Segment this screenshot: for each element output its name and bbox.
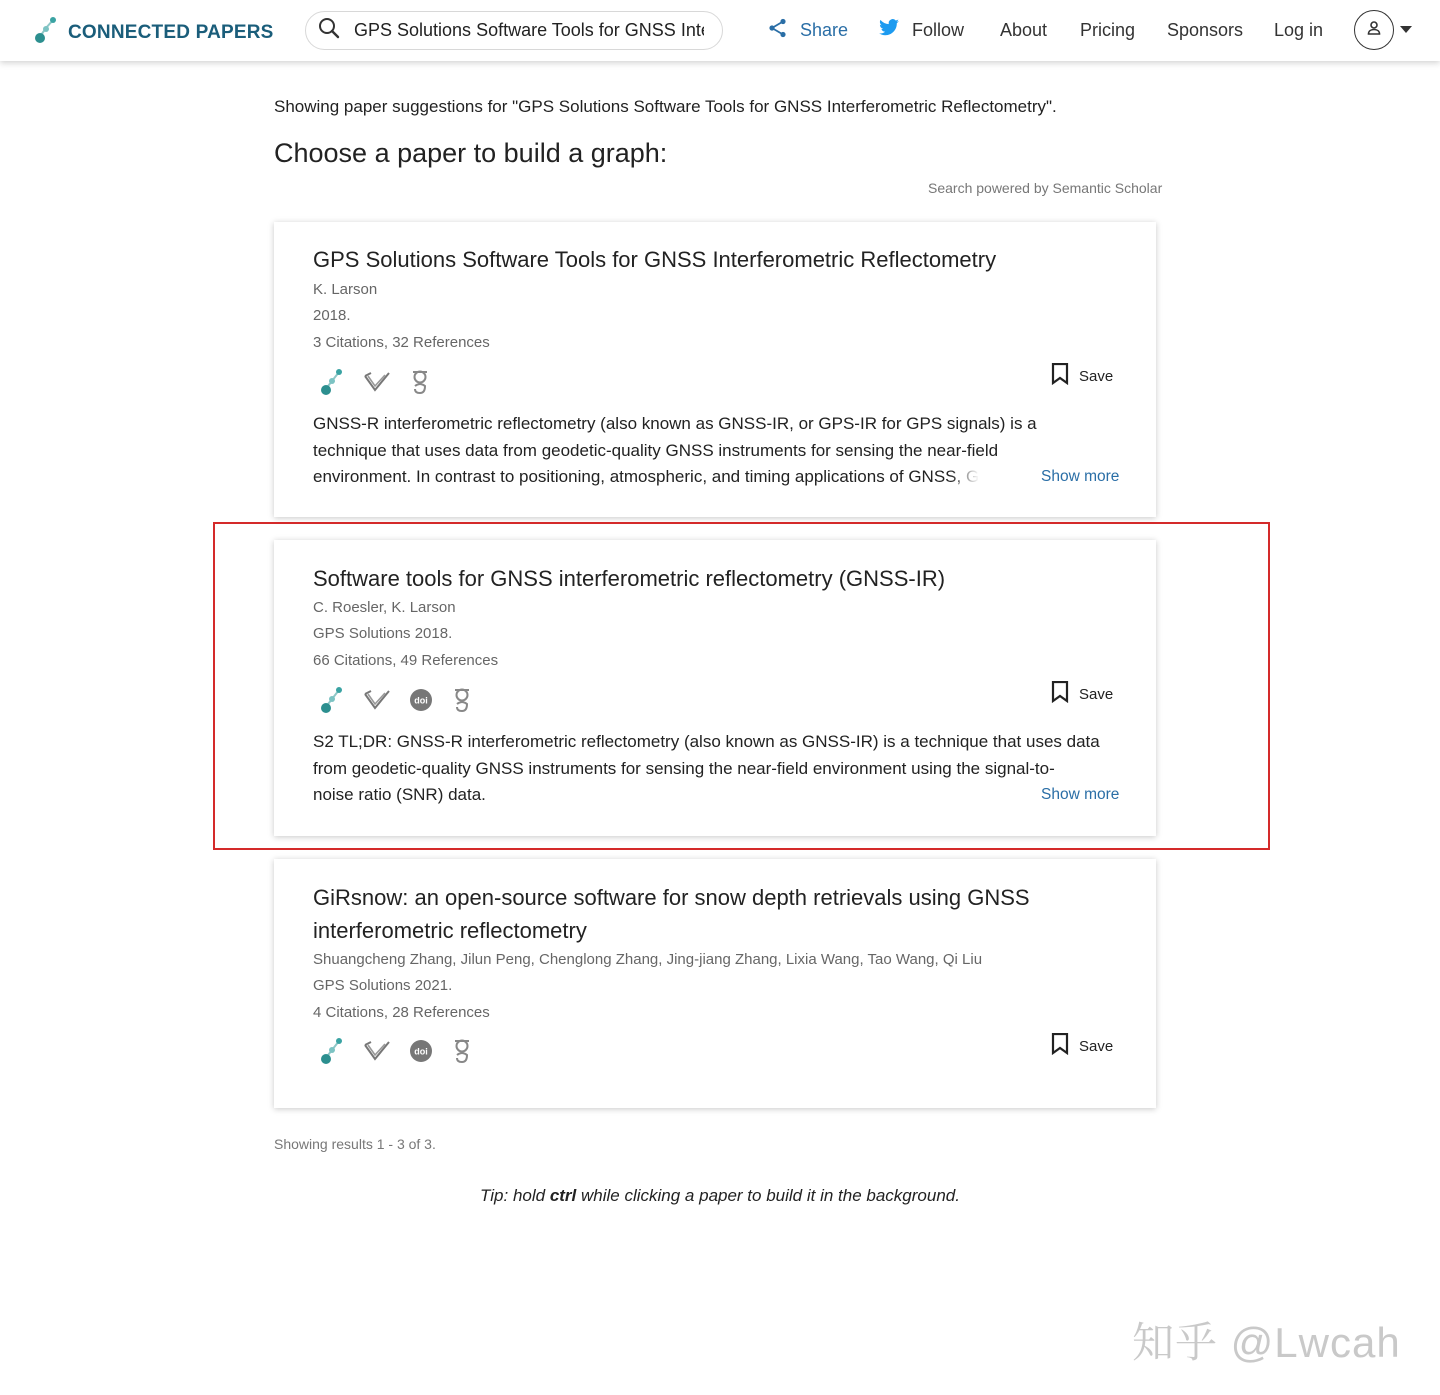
share-label: Share	[800, 20, 849, 40]
share-icon	[768, 18, 788, 43]
google-scholar-icon[interactable]	[409, 369, 431, 400]
semantic-scholar-icon[interactable]	[363, 1039, 391, 1068]
save-label: Save	[1079, 367, 1114, 385]
sponsors-link[interactable]: Sponsors	[1167, 20, 1244, 40]
abstract-faded-text: GNSS, G	[908, 467, 980, 486]
paper-authors: Shuangcheng Zhang, Jilun Peng, Chenglong Zhang, Jing-jiang Zhang, Lixia Wang, Tao Wang, Qi Liu	[313, 951, 983, 968]
user-icon	[1366, 20, 1382, 41]
paper-venue: 2018.	[313, 307, 351, 324]
search-summary: Showing paper suggestions for "GPS Solutions Software Tools for GNSS Interferometric Reflectometry".	[274, 97, 1057, 116]
follow-button[interactable]	[878, 0, 964, 61]
results-count: Showing results 1 - 3 of 3.	[274, 1136, 436, 1152]
search-icon[interactable]	[318, 17, 340, 44]
pricing-link[interactable]: Pricing	[1080, 20, 1136, 40]
bookmark-icon	[1051, 363, 1069, 389]
top-nav-bar	[0, 0, 1440, 61]
show-more-link[interactable]: Show more	[1041, 786, 1120, 803]
twitter-bird-icon	[878, 19, 900, 42]
search-box[interactable]	[305, 11, 723, 50]
tip-key: ctrl	[549, 1186, 577, 1205]
share-button[interactable]	[768, 0, 848, 61]
paper-authors: C. Roesler, K. Larson	[313, 599, 456, 616]
brand-name: CONNECTED PAPERS	[68, 21, 274, 43]
connected-papers-graph-icon[interactable]	[319, 368, 345, 401]
login-link[interactable]: Log in	[1274, 20, 1324, 40]
abstract-line: GNSS-R interferometric reflectometry (also known as GNSS-IR, or GPS-IR for GPS signals) is a	[313, 414, 1037, 433]
show-more-link[interactable]: Show more	[1041, 468, 1120, 485]
follow-label: Follow	[912, 20, 965, 40]
paper-abstract	[313, 411, 1113, 491]
paper-title[interactable]: Software tools for GNSS interferometric reflectometry (GNSS-IR)	[313, 566, 946, 591]
tip-text	[0, 1186, 1440, 1206]
brand-logo-link[interactable]	[34, 16, 274, 49]
doi-icon[interactable]	[409, 1039, 433, 1068]
search-input[interactable]	[354, 20, 704, 41]
chevron-down-icon[interactable]	[1400, 26, 1412, 33]
paper-venue: GPS Solutions 2018.	[313, 625, 453, 642]
svg-text:doi: doi	[414, 1046, 428, 1057]
paper-title[interactable]: GPS Solutions Software Tools for GNSS Interferometric Reflectometry	[313, 247, 997, 272]
paper-stats: 66 Citations, 49 References	[313, 652, 499, 669]
paper-card[interactable]	[274, 222, 1156, 517]
abstract-line	[313, 464, 1113, 491]
save-label: Save	[1079, 685, 1114, 703]
abstract-line: from geodetic-quality GNSS instruments for sensing the near-field environment using the signal-to-	[313, 758, 1055, 778]
save-button[interactable]	[1051, 363, 1113, 389]
abstract-line: technique that uses data from geodetic-quality GNSS instruments for sensing the near-field	[313, 440, 999, 460]
tip-prefix: Tip: hold	[480, 1186, 550, 1205]
account-menu-button[interactable]	[1354, 10, 1394, 50]
connected-papers-logo-icon	[34, 16, 58, 49]
paper-authors: K. Larson	[313, 281, 378, 298]
connected-papers-graph-icon[interactable]	[319, 1037, 345, 1070]
powered-by-note: Search powered by Semantic Scholar	[928, 180, 1163, 196]
paper-card[interactable]	[274, 859, 1156, 1108]
save-label: Save	[1079, 1037, 1114, 1055]
watermark: 知乎 @Lwcah	[1132, 1319, 1401, 1366]
about-link[interactable]: About	[1000, 20, 1048, 40]
page-title: Choose a paper to build a graph:	[274, 138, 668, 168]
abstract-text: environment. In contrast to positioning, atmospheric, and timing applications of	[313, 467, 909, 486]
paper-title[interactable]: GiRsnow: an open-source software for snow depth retrievals using GNSS interferometric reflectometry	[313, 885, 1030, 943]
abstract-line: S2 TL;DR: GNSS-R interferometric reflectometry (also known as GNSS-IR) is a technique that uses data	[313, 732, 1100, 751]
svg-text:doi: doi	[414, 695, 428, 706]
bookmark-icon	[1051, 1033, 1069, 1059]
save-button[interactable]	[1051, 1033, 1113, 1059]
google-scholar-icon[interactable]	[451, 1038, 473, 1069]
abstract-line: noise ratio (SNR) data.	[313, 785, 486, 804]
semantic-scholar-icon[interactable]	[363, 370, 391, 399]
paper-stats: 4 Citations, 28 References	[313, 1004, 490, 1021]
tip-suffix: while clicking a paper to build it in the background.	[576, 1186, 960, 1205]
paper-venue: GPS Solutions 2021.	[313, 977, 453, 994]
highlight-box	[213, 522, 1270, 850]
paper-stats: 3 Citations, 32 References	[313, 334, 490, 351]
